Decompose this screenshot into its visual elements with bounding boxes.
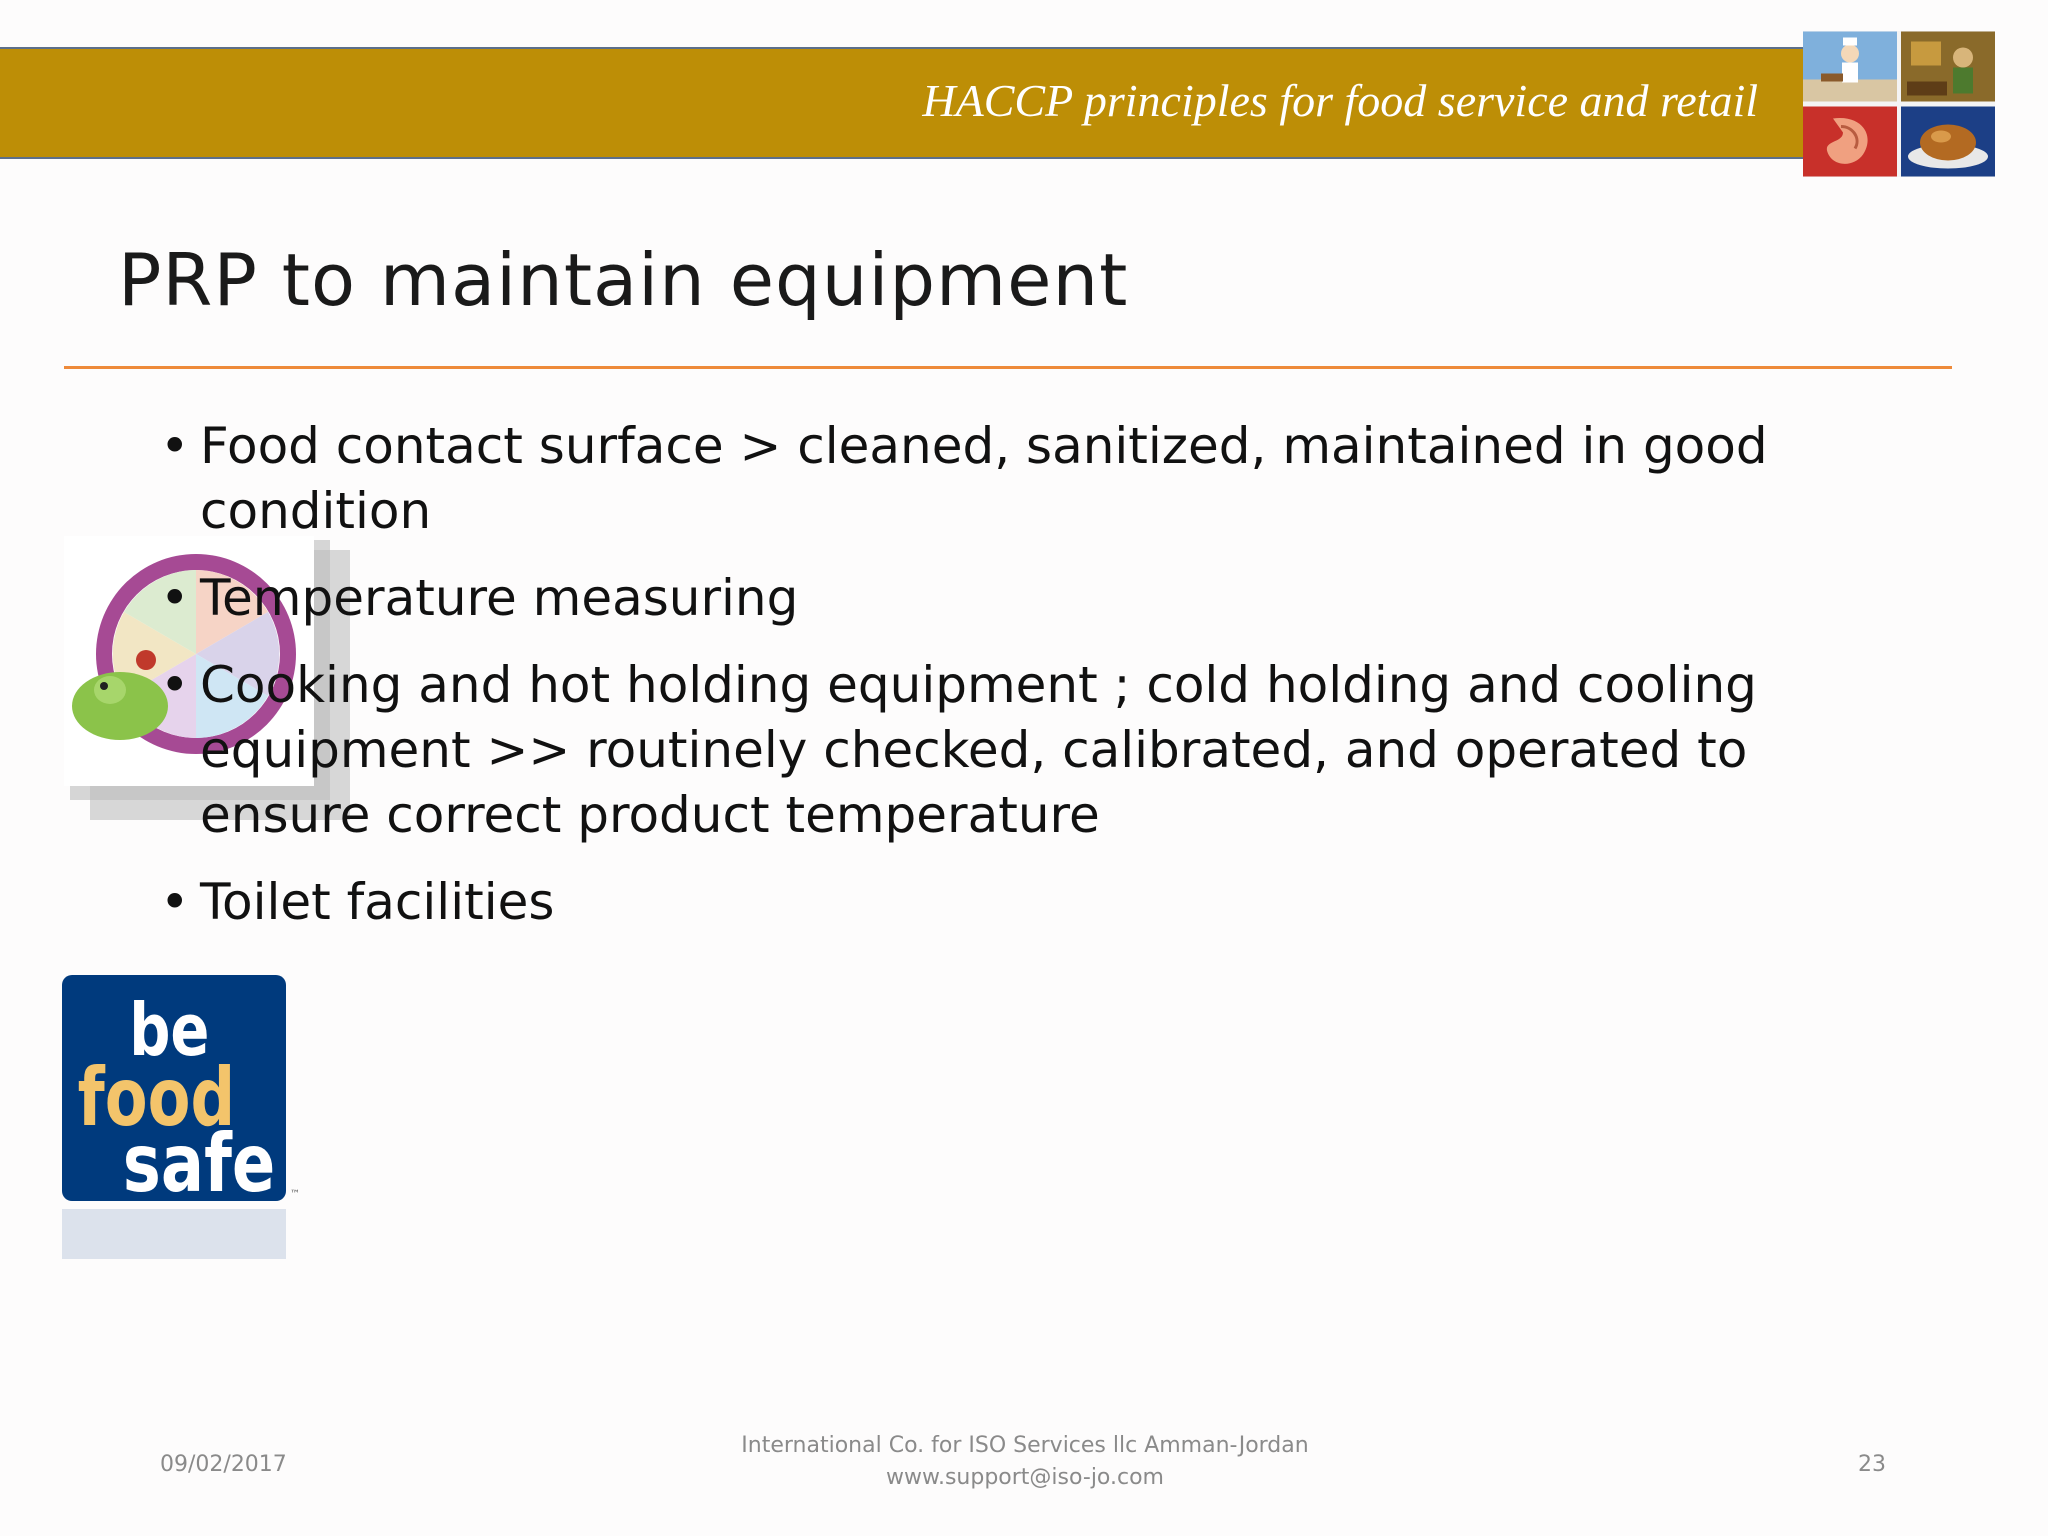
bullet-item	[160, 870, 1920, 935]
bullet-text: Cooking and hot holding equipment ; cold holding and cooling equipment >> routinely checked, calibrated, and operated to ensure correct product temperature	[200, 656, 1757, 844]
bullet-marker: •	[160, 873, 190, 931]
be-food-safe-logo	[62, 975, 310, 1265]
kitchen-cartoon	[1901, 31, 1995, 102]
bullet-marker: •	[160, 656, 190, 714]
header-title: HACCP principles for food service and retail	[922, 75, 1758, 126]
slide-title: PRP to maintain equipment	[118, 238, 1129, 323]
title-divider	[64, 366, 1952, 369]
footer-email: www.support@iso-jo.com	[886, 1465, 1164, 1490]
bullet-list	[160, 414, 1920, 957]
svg-text:™: ™	[290, 1189, 300, 1200]
chef-illustration	[1803, 31, 1897, 102]
header-image-collage	[1803, 31, 1995, 177]
bullet-item	[160, 414, 1920, 544]
bullet-marker: •	[160, 569, 190, 627]
footer-company-block	[700, 1430, 1350, 1494]
bullet-text: Food contact surface > cleaned, sanitized, maintained in good condition	[200, 417, 1768, 540]
bullet-item	[160, 653, 1920, 848]
svg-text:food: food	[77, 1050, 236, 1144]
page-number: 23	[1858, 1452, 1886, 1477]
svg-text:be: be	[129, 988, 210, 1073]
bullet-text: Toilet facilities	[200, 873, 555, 931]
roast-chicken-photo	[1901, 106, 1995, 177]
bullet-item	[160, 566, 1920, 631]
bullet-marker: •	[160, 417, 190, 475]
bullet-text: Temperature measuring	[200, 569, 799, 627]
footer-date: 09/02/2017	[160, 1452, 287, 1477]
stomach-illustration	[1803, 106, 1897, 177]
footer-company: International Co. for ISO Services llc Amman-Jordan	[741, 1433, 1309, 1458]
svg-text:safe: safe	[122, 1118, 276, 1211]
